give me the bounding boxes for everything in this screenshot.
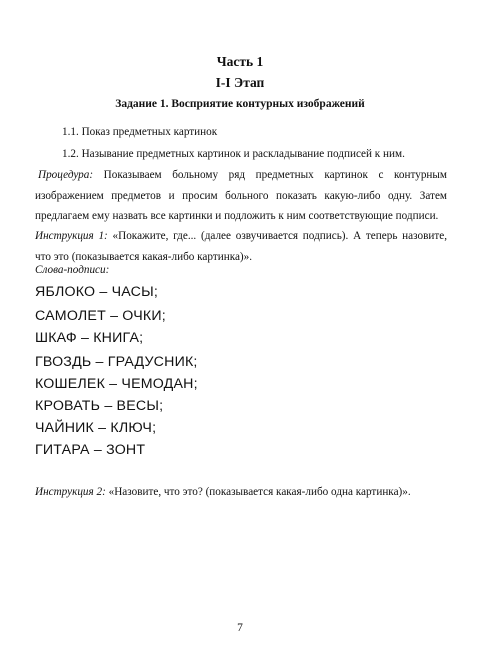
task-heading: Задание 1. Восприятие контурных изображений <box>115 98 365 110</box>
instruction-1-paragraph <box>35 226 447 267</box>
word-pair: ЧАЙНИК – КЛЮЧ; <box>35 420 157 436</box>
step-1-2: 1.2. Называние предметных картинок и раскладывание подписей к ним. <box>62 148 405 160</box>
instruction-2-label: Инструкция 2: <box>35 486 106 498</box>
instruction-1-label: Инструкция 1: <box>35 230 108 242</box>
procedure-label: Процедура: <box>38 169 94 181</box>
procedure-paragraph <box>35 165 447 227</box>
word-pair: КОШЕЛЕК – ЧЕМОДАН; <box>35 376 198 392</box>
instruction-2-text: «Назовите, что это? (показывается какая-либо одна картинка)». <box>105 486 411 498</box>
instruction-1-text: «Покажите, где... (далее озвучивается подпись). А теперь назовите, что это (показывается какая-либо картинка)». <box>35 230 447 263</box>
step-1-1: 1.1. Показ предметных картинок <box>62 126 218 138</box>
word-pair: ГВОЗДЬ – ГРАДУСНИК; <box>35 354 198 370</box>
instruction-2-paragraph <box>35 486 411 498</box>
word-pair: САМОЛЕТ – ОЧКИ; <box>35 308 166 324</box>
stage-heading: I-I Этап <box>215 75 265 90</box>
part-heading: Часть 1 <box>216 54 264 69</box>
word-pair: ШКАФ – КНИГА; <box>35 330 144 346</box>
words-label: Слова-подписи: <box>35 264 110 276</box>
word-pair: ГИТАРА – ЗОНТ <box>35 442 146 458</box>
page-number: 7 <box>237 622 243 634</box>
procedure-text: Показываем больному ряд предметных картинок с контурным изображением предметов и просим больного показать какую-либо одну. Затем предлагаем ему назвать все картинки и подложить к ним соответствующие подписи. <box>35 169 447 222</box>
word-pair: ЯБЛОКО – ЧАСЫ; <box>35 284 158 300</box>
word-pair: КРОВАТЬ – ВЕСЫ; <box>35 398 164 414</box>
